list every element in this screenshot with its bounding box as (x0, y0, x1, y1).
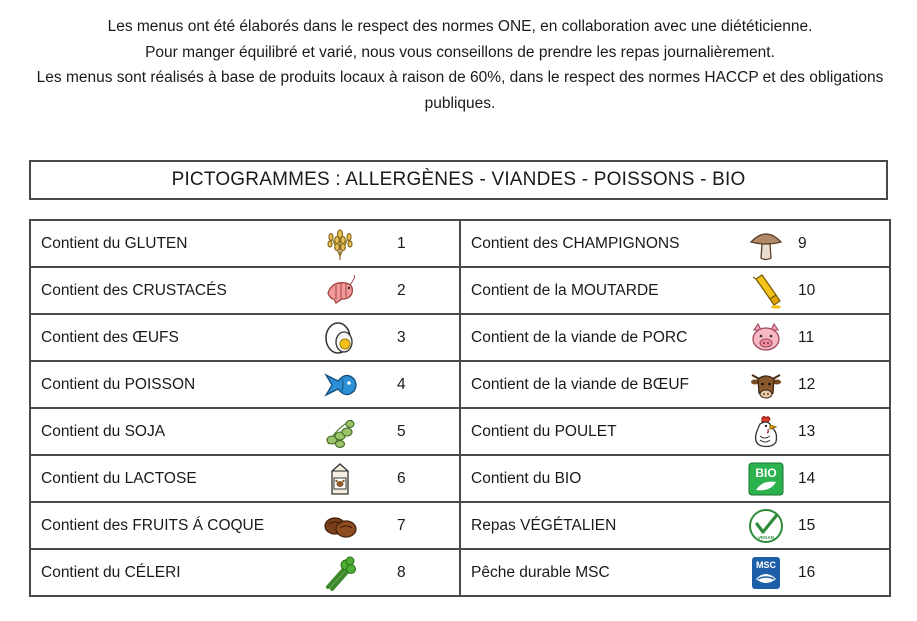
table-row (31, 221, 459, 268)
table-row (461, 409, 889, 456)
table-row (31, 550, 459, 595)
table-row (461, 315, 889, 362)
cow-icon (747, 366, 785, 404)
table-row (31, 456, 459, 503)
row-label: Contient de la MOUTARDE (471, 281, 659, 299)
row-label: Repas VÉGÉTALIEN (471, 516, 617, 534)
soy-icon (321, 413, 359, 451)
row-number: 7 (397, 516, 406, 534)
bio-badge-text: BIO (755, 465, 777, 480)
row-number: 3 (397, 328, 406, 346)
shrimp-icon (321, 272, 359, 310)
intro-line-2: Pour manger équilibré et varié, nous vous conseillons de prendre les repas journalièrement. (145, 43, 775, 61)
row-label: Contient du BIO (471, 469, 582, 487)
table-row (31, 362, 459, 409)
vegan-icon (747, 507, 785, 545)
table-row (461, 503, 889, 550)
mustard-icon (747, 272, 785, 310)
row-number: 15 (798, 516, 816, 534)
table-row (31, 503, 459, 550)
wheat-icon (321, 225, 359, 263)
row-number: 6 (397, 469, 406, 487)
row-label: Contient du LACTOSE (41, 469, 197, 487)
row-number: 1 (397, 234, 406, 252)
table-row (461, 268, 889, 315)
row-label: Pêche durable MSC (471, 563, 610, 581)
table-row (31, 315, 459, 362)
pictograms-title: PICTOGRAMMES : ALLERGÈNES - VIANDES - POISSONS - BIO (29, 160, 888, 200)
row-label: Contient des FRUITS Á COQUE (41, 516, 265, 534)
msc-icon (747, 554, 785, 592)
intro-line-1: Les menus ont été élaborés dans le respect des normes ONE, en collaboration avec une diététicienne. (107, 18, 813, 35)
row-label: Contient des ŒUFS (41, 328, 179, 346)
nuts-icon (321, 507, 359, 545)
row-number: 12 (798, 375, 816, 393)
pig-icon (747, 319, 785, 357)
bio-icon (747, 460, 785, 498)
row-label: Contient du GLUTEN (41, 234, 188, 252)
chicken-icon (747, 413, 785, 451)
msc-badge-text: MSC (756, 559, 776, 570)
row-label: Contient des CHAMPIGNONS (471, 234, 680, 252)
table-row (461, 550, 889, 595)
row-number: 14 (798, 469, 816, 487)
row-number: 5 (397, 422, 406, 440)
table-row (31, 409, 459, 456)
row-label: Contient du POISSON (41, 375, 196, 393)
celery-icon (321, 554, 359, 592)
row-label: Contient de la viande de BŒUF (471, 375, 689, 393)
row-label: Contient du CÉLERI (41, 563, 181, 581)
table-row (461, 362, 889, 409)
left-column (31, 221, 461, 595)
row-label: Contient du POULET (471, 422, 617, 440)
pictogram-table (29, 219, 891, 597)
vegan-badge-text: VEGAN (757, 534, 775, 540)
row-number: 10 (798, 281, 816, 299)
row-label: Contient de la viande de PORC (471, 328, 688, 346)
row-number: 13 (798, 422, 816, 440)
row-number: 9 (798, 234, 807, 252)
row-label: Contient des CRUSTACÉS (41, 281, 227, 299)
row-number: 2 (397, 281, 406, 299)
right-column (461, 221, 889, 595)
row-number: 8 (397, 563, 406, 581)
row-number: 16 (798, 563, 816, 581)
row-number: 4 (397, 375, 406, 393)
row-label: Contient du SOJA (41, 422, 166, 440)
table-row (461, 221, 889, 268)
egg-icon (321, 319, 359, 357)
row-number: 11 (798, 328, 815, 346)
table-row (31, 268, 459, 315)
fish-icon (321, 366, 359, 404)
intro-text (30, 14, 890, 116)
intro-line-3: Les menus sont réalisés à base de produits locaux à raison de 60%, dans le respect des normes HACCP et des obligations publiques. (36, 69, 884, 112)
table-row (461, 456, 889, 503)
milk-carton-icon (321, 460, 359, 498)
mushroom-icon (747, 225, 785, 263)
